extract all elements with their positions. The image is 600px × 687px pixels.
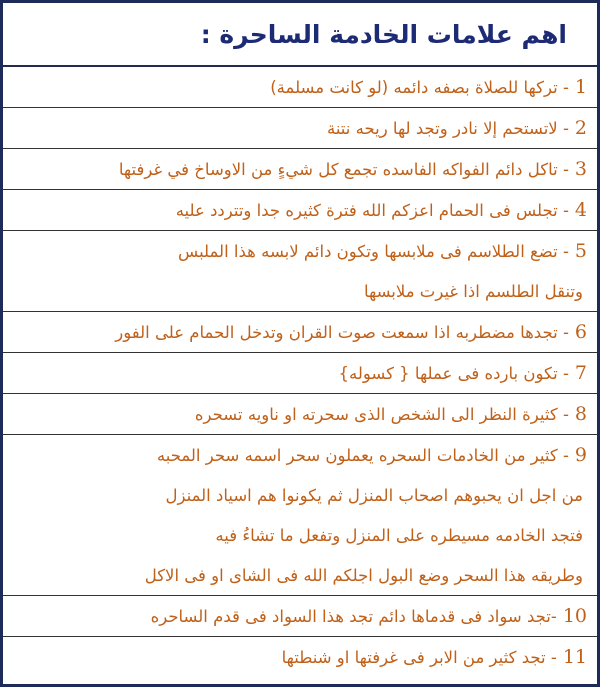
item-text: - كثيرة النظر الى الشخص الذى سحرته او ناويه تسحره bbox=[194, 404, 569, 424]
list-item bbox=[3, 231, 597, 312]
list-item-line bbox=[3, 555, 587, 595]
item-text: وتنقل الطلسم اذا غيرت ملابسها bbox=[363, 281, 583, 301]
list-item-line bbox=[3, 596, 587, 636]
list-item-line bbox=[3, 515, 587, 555]
item-text: - تجدها مضطربه اذا سمعت صوت القران وتدخل الحمام على الفور bbox=[115, 322, 569, 342]
item-number: 3 bbox=[574, 158, 587, 180]
list-item bbox=[3, 312, 597, 353]
item-number: 8 bbox=[574, 403, 587, 425]
item-number: 2 bbox=[574, 117, 587, 139]
list-item bbox=[3, 108, 597, 149]
list-item-line bbox=[3, 67, 587, 107]
list-item-line bbox=[3, 231, 587, 271]
list-item-line bbox=[3, 108, 587, 148]
item-text: فتجد الخادمه مسيطره على المنزل وتفعل ما تشاءُ فيه bbox=[215, 525, 583, 545]
item-text: - تضع الطلاسم فى ملابسها وتكون دائم لابسه هذا الملبس bbox=[178, 241, 569, 261]
item-text: - كثير من الخادمات السحره يعملون سحر اسمه سحر المحبه bbox=[156, 445, 569, 465]
item-number: 7 bbox=[574, 362, 587, 384]
item-number: 5 bbox=[574, 240, 587, 262]
list-item bbox=[3, 149, 597, 190]
item-number: 1 bbox=[574, 76, 587, 98]
list-item bbox=[3, 190, 597, 231]
signs-list bbox=[3, 67, 597, 677]
list-item bbox=[3, 67, 597, 108]
list-item-line bbox=[3, 394, 587, 434]
item-text: - تركها للصلاة بصفه دائمه (لو كانت مسلمة) bbox=[270, 77, 569, 97]
list-item bbox=[3, 394, 597, 435]
item-number: 4 bbox=[574, 199, 587, 221]
item-text: - تكون بارده فى عملها { كسوله} bbox=[338, 363, 569, 383]
list-item bbox=[3, 435, 597, 596]
item-number: 9 bbox=[574, 444, 587, 466]
item-number: 6 bbox=[574, 321, 587, 343]
list-item-line bbox=[3, 271, 587, 311]
list-item-line bbox=[3, 637, 587, 677]
item-text: - تجلس فى الحمام اعزكم الله فترة كثيره جدا وتتردد عليه bbox=[175, 200, 569, 220]
list-item-line bbox=[3, 475, 587, 515]
list-item bbox=[3, 353, 597, 394]
list-item-line bbox=[3, 190, 587, 230]
item-number: 11 bbox=[562, 646, 587, 668]
item-text: - لاتستحم إلا نادر وتجد لها ريحه نتنة bbox=[326, 118, 569, 138]
list-item bbox=[3, 637, 597, 677]
header bbox=[3, 3, 597, 67]
list-item bbox=[3, 596, 597, 637]
item-text: من اجل ان يحبوهم اصحاب المنزل ثم يكونوا هم اسياد المنزل bbox=[165, 485, 583, 505]
item-text: - تاكل دائم الفواكه الفاسده تجمع كل شيءٍ من الاوساخ في غرفتها bbox=[118, 159, 569, 179]
item-text: -تجد سواد فى قدماها دائم تجد هذا السواد فى قدم الساحره bbox=[150, 606, 557, 626]
item-text: - تجد كثير من الابر فى غرفتها او شنطتها bbox=[281, 647, 557, 667]
item-number: 10 bbox=[562, 605, 587, 627]
item-text: وطريقه هذا السحر وضع البول اجلكم الله فى الشاى او فى الاكل bbox=[144, 565, 583, 585]
list-item-line bbox=[3, 435, 587, 475]
list-item-line bbox=[3, 312, 587, 352]
list-item-line bbox=[3, 353, 587, 393]
list-item-line bbox=[3, 149, 587, 189]
page-title: اهم علامات الخادمة الساحرة : bbox=[200, 19, 567, 49]
